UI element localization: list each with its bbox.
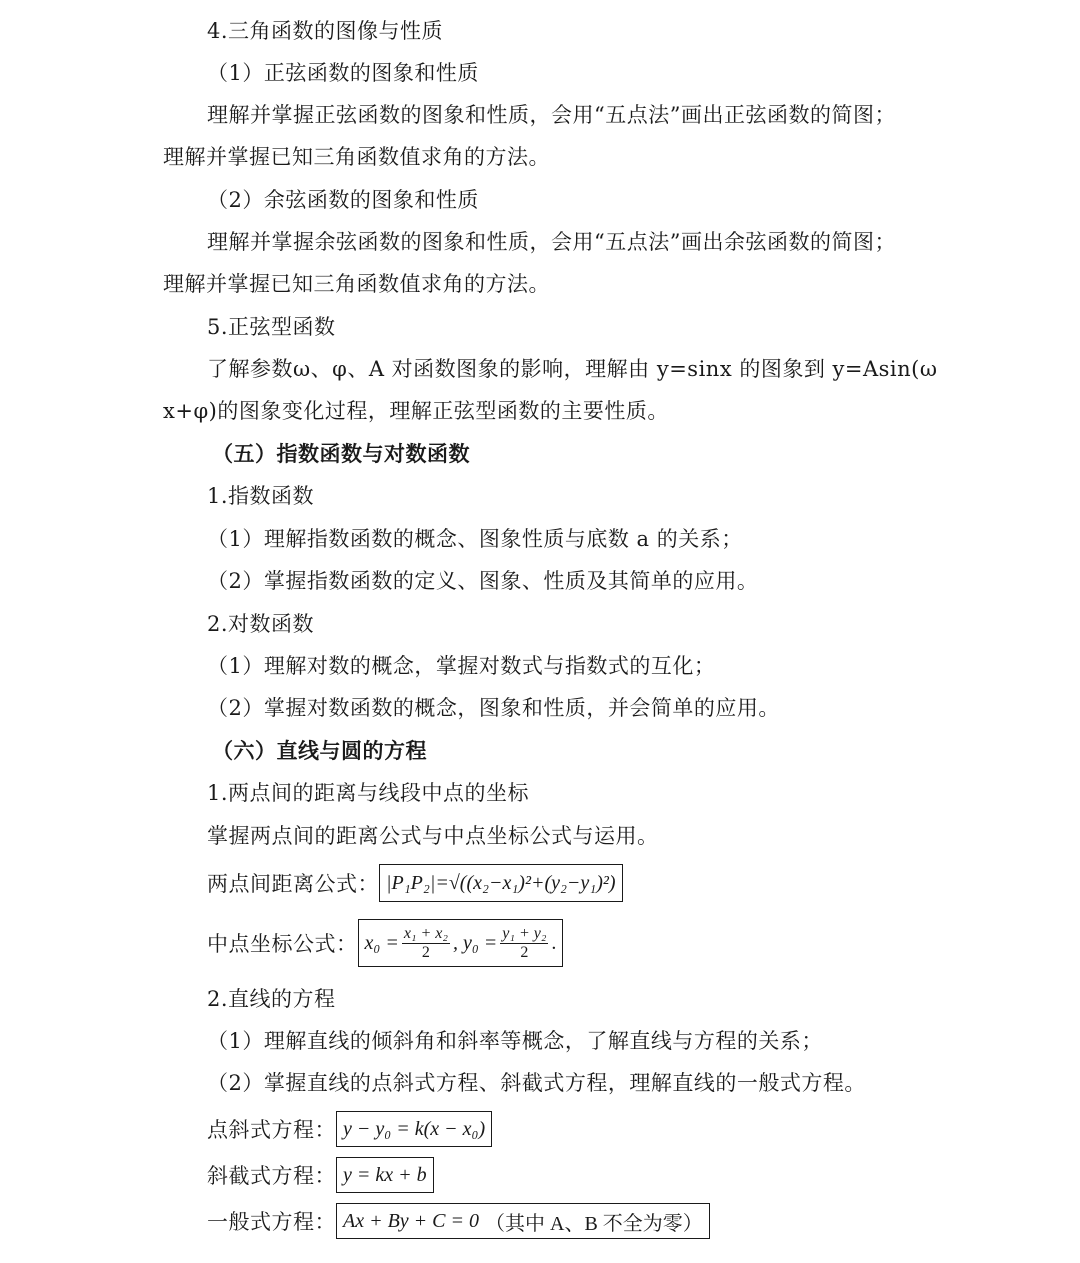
subheading-cosine: （2）余弦函数的图象和性质 [207, 188, 479, 212]
paragraph-line: 理解并掌握正弦函数的图象和性质，会用“五点法”画出正弦函数的简图； [207, 103, 896, 127]
midpoint-y-denominator: 2 [520, 943, 529, 961]
paragraph-line: 了解参数ω、φ、A 对函数图象的影响，理解由 y=sinx 的图象到 y=Asin(ω [207, 357, 938, 381]
list-item: （2）掌握指数函数的定义、图象、性质及其简单的应用。 [207, 569, 759, 593]
section-heading-exponential: 1.指数函数 [207, 484, 315, 508]
distance-formula-label: 两点间距离公式： [207, 872, 379, 896]
slope-intercept-box: y = kx + b [336, 1157, 434, 1193]
paragraph-line: 掌握两点间的距离公式与中点坐标公式与运用。 [207, 824, 659, 848]
paragraph-line: x+φ)的图象变化过程，理解正弦型函数的主要性质。 [163, 399, 669, 423]
section-heading-distance-midpoint: 1.两点间的距离与线段中点的坐标 [207, 781, 530, 805]
general-form-box [336, 1203, 710, 1239]
section-heading-logarithmic: 2.对数函数 [207, 612, 315, 636]
midpoint-x0: x₀ = [364, 931, 399, 954]
section-heading-line-equation: 2.直线的方程 [207, 987, 336, 1011]
chapter-heading-exp-log: （五）指数函数与对数函数 [212, 442, 470, 466]
section-heading-trig-graphs: 4.三角函数的图像与性质 [207, 19, 444, 43]
list-item: （2）掌握对数函数的概念，图象和性质，并会简单的应用。 [207, 696, 780, 720]
list-item: （1）理解指数函数的概念、图象性质与底数 a 的关系； [207, 527, 743, 551]
point-slope-row [207, 1111, 492, 1147]
general-form-equation: Ax + By + C = 0 [343, 1209, 480, 1232]
chapter-heading-line-circle: （六）直线与圆的方程 [212, 739, 427, 763]
midpoint-x-fraction [402, 925, 450, 962]
paragraph-line: 理解并掌握已知三角函数值求角的方法。 [163, 272, 550, 296]
midpoint-y-numerator: y₁ + y₂ [502, 924, 547, 942]
midpoint-x-numerator: x₁ + x₂ [403, 924, 448, 942]
list-item: （1）理解直线的倾斜角和斜率等概念，了解直线与方程的关系； [207, 1029, 823, 1053]
general-form-label: 一般式方程： [207, 1210, 336, 1234]
midpoint-formula-label: 中点坐标公式： [207, 932, 358, 956]
subheading-sine: （1）正弦函数的图象和性质 [207, 61, 479, 85]
midpoint-formula-row [207, 919, 563, 967]
midpoint-end: . [551, 931, 557, 954]
list-item: （1）理解对数的概念，掌握对数式与指数式的互化； [207, 654, 716, 678]
distance-formula-box: |P₁P₂|=√((x₂−x₁)²+(y₂−y₁)²) [379, 864, 623, 902]
paragraph-line: 理解并掌握余弦函数的图象和性质，会用“五点法”画出余弦函数的简图； [207, 230, 896, 254]
midpoint-formula-box [358, 919, 564, 967]
point-slope-box: y − y₀ = k(x − x₀) [336, 1111, 492, 1147]
paragraph-line: 理解并掌握已知三角函数值求角的方法。 [163, 145, 550, 169]
list-item: （2）掌握直线的点斜式方程、斜截式方程，理解直线的一般式方程。 [207, 1071, 866, 1095]
slope-intercept-row [207, 1157, 434, 1193]
section-heading-sinusoidal: 5.正弦型函数 [207, 315, 336, 339]
general-form-row [207, 1203, 710, 1239]
point-slope-label: 点斜式方程： [207, 1118, 336, 1142]
general-form-note: （其中 A、B 不全为零） [485, 1212, 703, 1235]
midpoint-y0: , y₀ = [452, 931, 498, 954]
distance-formula-row [207, 864, 623, 902]
midpoint-y-fraction [500, 925, 548, 962]
slope-intercept-label: 斜截式方程： [207, 1164, 336, 1188]
midpoint-x-denominator: 2 [421, 943, 430, 961]
